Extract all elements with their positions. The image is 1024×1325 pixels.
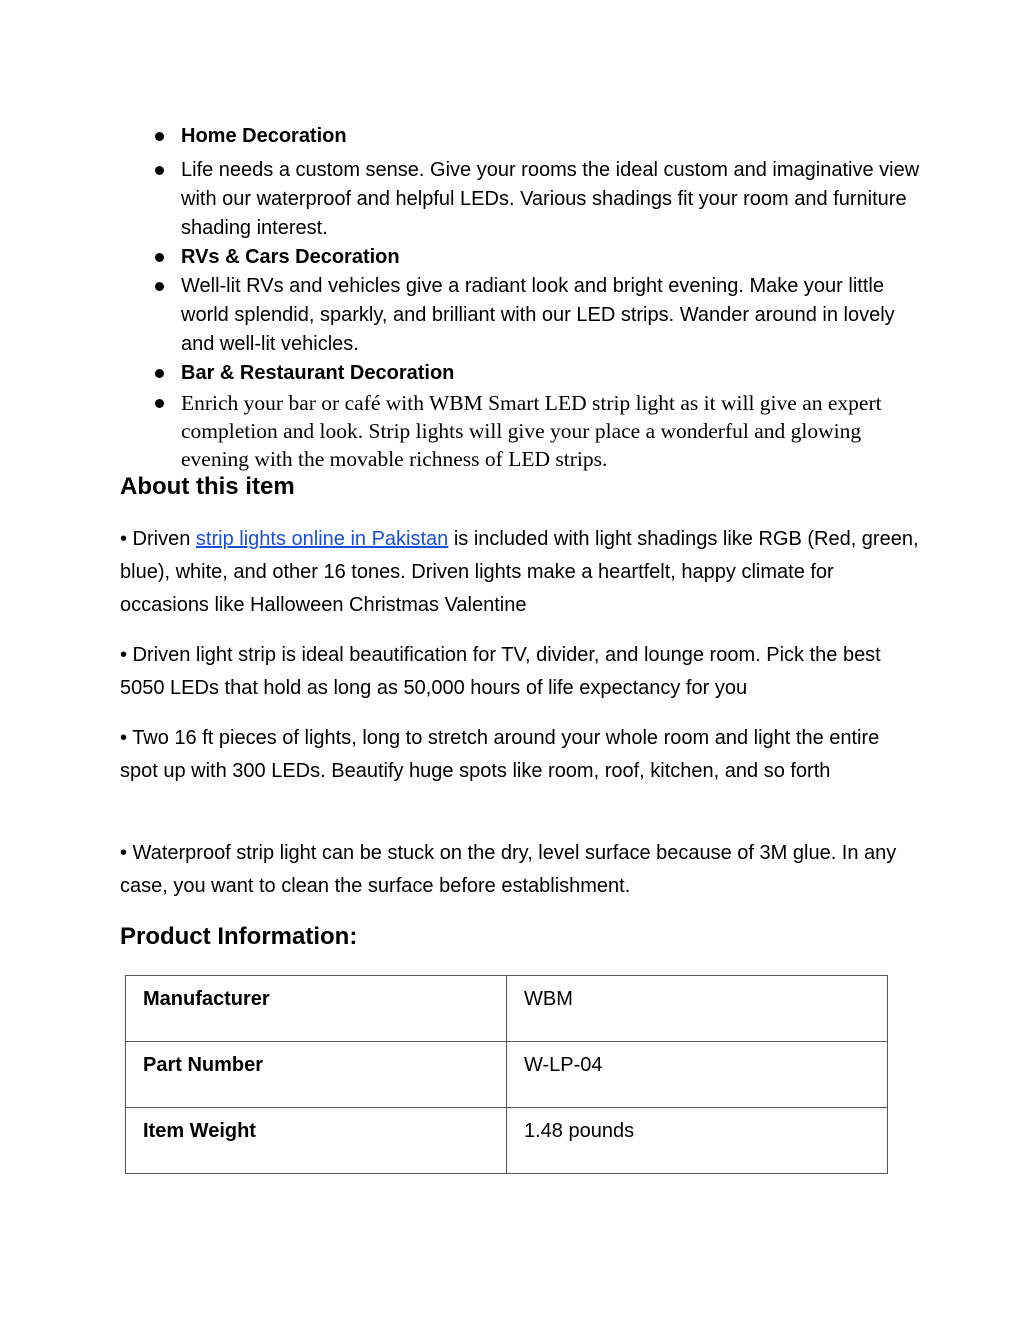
about-heading: About this item	[120, 473, 295, 500]
decoration-list	[120, 122, 920, 473]
product-information-heading: Product Information:	[120, 923, 358, 950]
paragraph-text: • Driven	[120, 528, 196, 550]
list-item: Well-lit RVs and vehicles give a radiant look and bright evening. Make your little world splendid, sparkly, and brilliant with our LED strips. Wander around in lovely and well-lit vehicles.	[120, 272, 920, 359]
product-information-table	[125, 975, 888, 1174]
about-paragraph: • Driven light strip is ideal beautification for TV, divider, and lounge room. Pick the best 5050 LEDs that hold as long as 50,000 hours of life expectancy for you	[120, 644, 881, 699]
table-key-cell: Manufacturer	[126, 976, 507, 1042]
about-paragraph: • Waterproof strip light can be stuck on the dry, level surface because of 3M glue. In any case, you want to clean the surface before establishment.	[120, 842, 897, 897]
table-value-cell: W-LP-04	[507, 1042, 888, 1108]
strip-lights-link[interactable]: strip lights online in Pakistan	[195, 528, 449, 550]
table-value-cell: WBM	[507, 976, 888, 1042]
list-item: Enrich your bar or café with WBM Smart LED strip light as it will give an expert completion and look. Strip lights will give your place a wonderful and glowing evening with the movable richness of LED strips.	[120, 389, 920, 473]
list-item: Home Decoration	[120, 122, 920, 151]
list-item: RVs & Cars Decoration	[120, 243, 920, 272]
list-item: Bar & Restaurant Decoration	[120, 359, 920, 388]
table-key-cell: Part Number	[126, 1042, 507, 1108]
table-row	[126, 1108, 888, 1174]
about-paragraph: • Two 16 ft pieces of lights, long to stretch around your whole room and light the entire spot up with 300 LEDs. Beautify huge spots like room, roof, kitchen, and so forth	[120, 727, 880, 782]
table-key-cell: Item Weight	[126, 1108, 507, 1174]
table-value-cell: 1.48 pounds	[507, 1108, 888, 1174]
table-row	[126, 1042, 888, 1108]
about-paragraph	[120, 523, 920, 622]
table-row	[126, 976, 888, 1042]
paragraph-text: is included with light shadings like RGB (Red, green, blue), white, and other 16 tones. Driven lights make a heartfelt, happy climate for occasions like Halloween Christmas Valentine	[120, 528, 919, 616]
list-item: Life needs a custom sense. Give your rooms the ideal custom and imaginative view with our waterproof and helpful LEDs. Various shadings fit your room and furniture shading interest.	[120, 156, 920, 243]
